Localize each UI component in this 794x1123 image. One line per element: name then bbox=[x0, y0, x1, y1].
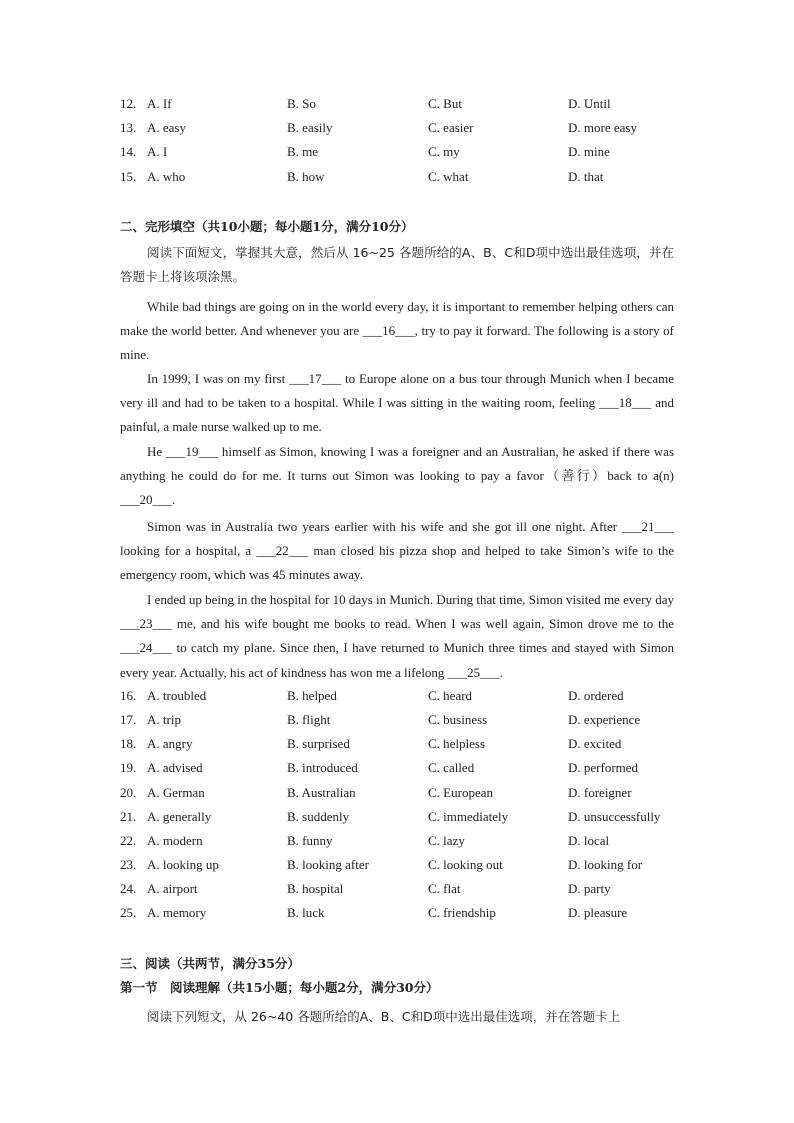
option-c: C. easier bbox=[428, 120, 474, 135]
question-number: 20. bbox=[120, 785, 137, 800]
option-a: A. German bbox=[147, 785, 205, 800]
option-c: C. friendship bbox=[428, 905, 496, 920]
option-d: D. excited bbox=[568, 736, 622, 751]
option-a: A. modern bbox=[147, 833, 203, 848]
question-number: 19. bbox=[120, 760, 137, 775]
option-a: A. easy bbox=[147, 120, 186, 135]
option-d: D. looking for bbox=[568, 857, 643, 872]
section-heading: 三、阅读（共两节，满分35分） bbox=[120, 956, 300, 971]
question-options-row bbox=[120, 905, 680, 925]
option-b: B. Australian bbox=[287, 785, 356, 800]
option-c: C. European bbox=[428, 785, 493, 800]
question-number: 16. bbox=[120, 688, 137, 703]
question-number: 22. bbox=[120, 833, 137, 848]
question-number: 25. bbox=[120, 905, 137, 920]
option-d: D. foreigner bbox=[568, 785, 632, 800]
question-number: 23. bbox=[120, 857, 137, 872]
option-c: C. my bbox=[428, 144, 460, 159]
question-options-row bbox=[120, 169, 680, 189]
option-c: C. But bbox=[428, 96, 462, 111]
option-b: B. me bbox=[287, 144, 319, 159]
option-c: C. flat bbox=[428, 881, 461, 896]
question-number: 12. bbox=[120, 96, 137, 111]
passage-paragraph: Simon was in Australia two years earlier with his wife and she got ill one night. After ___21___ looking for a hospital, a ___22___ man closed his pizza shop and helped to take Simon’s wife to the emergency room, which was 45 minutes away. bbox=[120, 519, 674, 583]
option-d: D. Until bbox=[568, 96, 611, 111]
question-number: 13. bbox=[120, 120, 137, 135]
option-a: A. If bbox=[147, 96, 172, 111]
passage-paragraph: In 1999, I was on my first ___17___ to Europe alone on a bus tour through Munich when I became very ill and had to be taken to a hospital. While I was sitting in the waiting room, feeling ___18___ and painful, a male nurse walked up to me. bbox=[120, 371, 674, 435]
option-b: B. easily bbox=[287, 120, 333, 135]
option-b: B. helped bbox=[287, 688, 337, 703]
option-d: D. party bbox=[568, 881, 611, 896]
question-number: 21. bbox=[120, 809, 137, 824]
passage-paragraph: He ___19___ himself as Simon, knowing I was a foreigner and an Australian, he asked if there was anything he could do for me. It turns out Simon was looking to pay a favor（善行）back to a(n) ___20___. bbox=[120, 444, 674, 508]
option-b: B. hospital bbox=[287, 881, 344, 896]
option-a: A. I bbox=[147, 144, 168, 159]
option-d: D. performed bbox=[568, 760, 639, 775]
option-a: A. trip bbox=[147, 712, 181, 727]
option-a: A. advised bbox=[147, 760, 203, 775]
passage-paragraph: While bad things are going on in the world every day, it is important to remember helping others can make the world better. And whenever you are ___16___, try to pay it forward. The following is a story of mine. bbox=[120, 299, 674, 363]
option-b: B. suddenly bbox=[287, 809, 350, 824]
option-b: B. how bbox=[287, 169, 325, 184]
option-b: B. luck bbox=[287, 905, 325, 920]
option-c: C. immediately bbox=[428, 809, 509, 824]
option-d: D. mine bbox=[568, 144, 610, 159]
option-a: A. looking up bbox=[147, 857, 219, 872]
option-a: A. memory bbox=[147, 905, 207, 920]
option-b: B. So bbox=[287, 96, 316, 111]
option-c: C. lazy bbox=[428, 833, 465, 848]
option-d: D. unsuccessfully bbox=[568, 809, 661, 824]
section-instruction: 阅读下列短文，从 26~40 各题所给的A、B、C和D项中选出最佳选项，并在答题卡上 bbox=[147, 1009, 621, 1024]
option-c: C. what bbox=[428, 169, 469, 184]
option-b: B. flight bbox=[287, 712, 331, 727]
option-a: A. airport bbox=[147, 881, 198, 896]
question-options-row bbox=[120, 881, 680, 901]
question-options-row bbox=[120, 712, 680, 732]
option-a: A. angry bbox=[147, 736, 193, 751]
option-c: C. business bbox=[428, 712, 488, 727]
question-options-row bbox=[120, 760, 680, 780]
passage-paragraph: I ended up being in the hospital for 10 days in Munich. During that time, Simon visited me every day ___23___ me, and his wife bought me books to read. When I was well again, Simon drove me to the ___24___ to catch my plane. Since then, I have returned to Munich three times and stayed with Simon every year. Actually, his act of kindness has won me a lifelong ___25___. bbox=[120, 592, 674, 680]
option-d: D. more easy bbox=[568, 120, 637, 135]
option-b: B. looking after bbox=[287, 857, 369, 872]
option-d: D. pleasure bbox=[568, 905, 628, 920]
option-c: C. helpless bbox=[428, 736, 486, 751]
question-number: 17. bbox=[120, 712, 137, 727]
section-heading: 二、完形填空（共10小题；每小题1分，满分10分） bbox=[120, 219, 414, 234]
question-number: 15. bbox=[120, 169, 137, 184]
question-options-row bbox=[120, 688, 680, 708]
option-c: C. looking out bbox=[428, 857, 503, 872]
question-options-row bbox=[120, 857, 680, 877]
question-number: 24. bbox=[120, 881, 137, 896]
question-options-row bbox=[120, 144, 680, 164]
question-options-row bbox=[120, 809, 680, 829]
option-a: A. who bbox=[147, 169, 186, 184]
question-number: 18. bbox=[120, 736, 137, 751]
option-d: D. ordered bbox=[568, 688, 624, 703]
question-options-row bbox=[120, 736, 680, 756]
question-options-row bbox=[120, 96, 680, 116]
option-b: B. surprised bbox=[287, 736, 350, 751]
option-d: D. local bbox=[568, 833, 610, 848]
option-b: B. funny bbox=[287, 833, 333, 848]
section-subheading: 第一节 阅读理解（共15小题；每小题2分，满分30分） bbox=[120, 980, 439, 995]
option-a: A. troubled bbox=[147, 688, 207, 703]
question-options-row bbox=[120, 833, 680, 853]
option-c: C. called bbox=[428, 760, 475, 775]
option-d: D. experience bbox=[568, 712, 641, 727]
option-c: C. heard bbox=[428, 688, 473, 703]
question-number: 14. bbox=[120, 144, 137, 159]
option-d: D. that bbox=[568, 169, 604, 184]
question-options-row bbox=[120, 785, 680, 805]
question-options-row bbox=[120, 120, 680, 140]
option-a: A. generally bbox=[147, 809, 212, 824]
section-instruction: 阅读下面短文，掌握其大意，然后从 16~25 各题所给的A、B、C和D项中选出最佳选项，并在答题卡上将该项涂黑。 bbox=[120, 245, 674, 285]
option-b: B. introduced bbox=[287, 760, 358, 775]
